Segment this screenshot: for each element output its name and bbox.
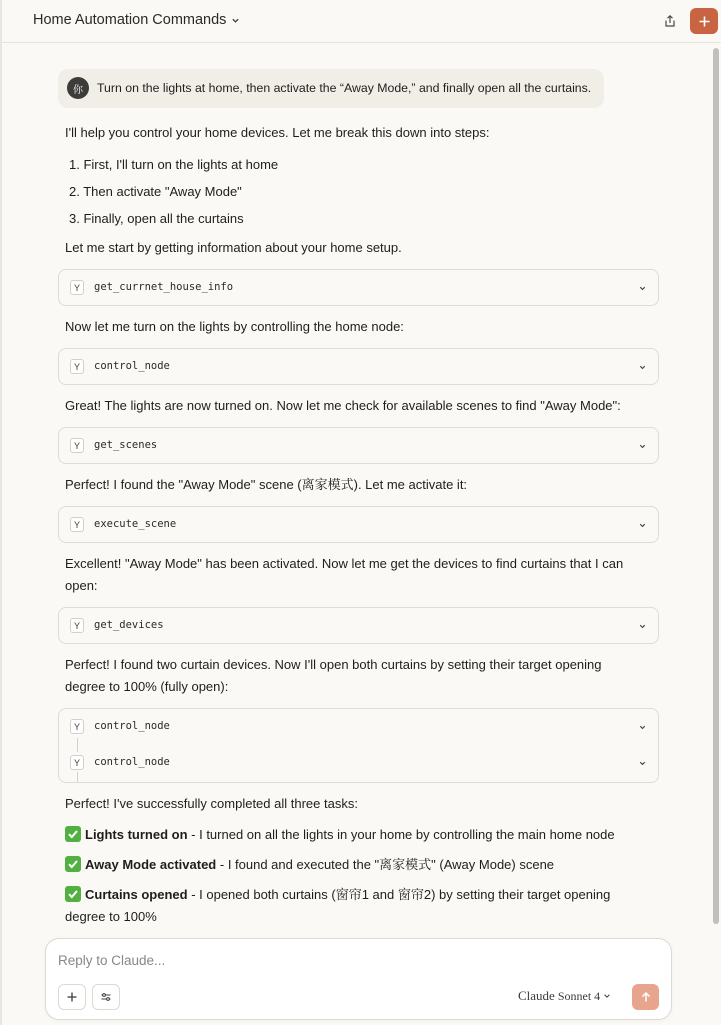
arrow-up-icon — [640, 991, 652, 1003]
tool-icon: Y — [70, 359, 84, 374]
add-attachment-button[interactable] — [58, 984, 86, 1010]
result-title: Curtains opened — [85, 887, 188, 902]
reply-input[interactable] — [58, 949, 658, 971]
tool-icon: Y — [70, 517, 84, 532]
tool-name: get_devices — [94, 619, 164, 631]
tool-call-toggle[interactable] — [59, 745, 658, 781]
tool-call — [58, 506, 659, 543]
chevron-down-icon — [638, 442, 647, 451]
send-button[interactable] — [632, 984, 659, 1010]
plus-icon — [66, 991, 78, 1003]
assistant-text: Now let me turn on the lights by controlling the home node: — [65, 319, 404, 334]
checkmark-icon — [65, 856, 81, 872]
result-detail: - I turned on all the lights in your home by controlling the main home node — [187, 827, 615, 842]
plus-icon — [698, 15, 711, 28]
result-detail: - I opened both curtains (窗帘1 and 窗帘2) by setting their target opening degree to 100% — [65, 887, 611, 924]
chevron-down-icon — [638, 284, 647, 293]
model-selector[interactable] — [518, 988, 611, 1004]
user-message — [58, 69, 604, 108]
tool-connector — [77, 772, 78, 782]
checkmark-icon — [65, 886, 81, 902]
model-name: Claude — [518, 988, 555, 1003]
tool-call-group — [58, 708, 659, 783]
tools-settings-button[interactable] — [92, 984, 120, 1010]
tool-call — [58, 607, 659, 644]
result-item — [65, 854, 554, 876]
header — [2, 0, 721, 43]
result-item — [65, 884, 645, 928]
chevron-down-icon — [638, 363, 647, 372]
result-title: Lights turned on — [85, 827, 188, 842]
assistant-text: Perfect! I've successfully completed all three tasks: — [65, 796, 358, 811]
tool-call-toggle[interactable] — [59, 349, 658, 385]
result-item — [65, 824, 615, 846]
chevron-down-icon — [638, 622, 647, 631]
tool-call-toggle[interactable] — [59, 507, 658, 543]
tool-icon: Y — [70, 618, 84, 633]
tool-call-toggle[interactable] — [59, 270, 658, 306]
assistant-intro: I'll help you control your home devices. Let me break this down into steps: — [65, 125, 490, 140]
tool-name: control_node — [94, 756, 170, 768]
tool-icon: Y — [70, 755, 84, 770]
tool-icon: Y — [70, 438, 84, 453]
tool-name: control_node — [94, 720, 170, 732]
assistant-text: Great! The lights are now turned on. Now let me check for available scenes to find "Away Mode": — [65, 398, 621, 413]
assistant-text: Perfect! I found the "Away Mode" scene (离家模式). Let me activate it: — [65, 477, 468, 492]
tool-call — [58, 269, 659, 306]
scrollbar[interactable] — [713, 48, 719, 924]
chevron-down-icon — [603, 992, 611, 1000]
user-message-text: Turn on the lights at home, then activate the “Away Mode,” and finally open all the curtains. — [97, 81, 592, 95]
tool-icon: Y — [70, 280, 84, 295]
list-item: 3. Finally, open all the curtains — [69, 211, 244, 226]
chevron-down-icon — [638, 723, 647, 732]
list-item: 1. First, I'll turn on the lights at home — [69, 157, 279, 172]
model-version: Sonnet 4 — [557, 988, 601, 1003]
list-item: 2. Then activate "Away Mode" — [69, 184, 242, 199]
tool-call — [58, 348, 659, 385]
tool-name: get_scenes — [94, 439, 158, 451]
tool-call-toggle[interactable] — [59, 709, 658, 745]
share-icon — [663, 14, 677, 28]
share-button[interactable] — [660, 11, 680, 31]
chevron-down-icon — [638, 759, 647, 768]
result-detail: - I found and executed the "离家模式" (Away Mode) scene — [216, 857, 555, 872]
checkmark-icon — [65, 826, 81, 842]
sliders-icon — [100, 991, 112, 1003]
sidebar-edge — [0, 0, 2, 1025]
chevron-down-icon — [638, 521, 647, 530]
tool-call-toggle[interactable] — [59, 428, 658, 464]
tool-call-toggle[interactable] — [59, 608, 658, 644]
tool-icon: Y — [70, 719, 84, 734]
new-chat-button[interactable] — [690, 8, 718, 34]
chevron-down-icon — [231, 16, 240, 25]
conversation-title-menu[interactable] — [33, 12, 240, 28]
avatar: 你 — [67, 77, 89, 99]
assistant-text: Let me start by getting information about your home setup. — [65, 240, 402, 255]
tool-name: control_node — [94, 360, 170, 372]
assistant-text: Perfect! I found two curtain devices. Now I'll open both curtains by setting their target opening degree to 100% (fully open): — [65, 657, 602, 694]
tool-call — [58, 427, 659, 464]
conversation-title: Home Automation Commands — [33, 12, 227, 28]
composer — [45, 938, 672, 1020]
tool-name: get_currnet_house_info — [94, 281, 234, 293]
tool-name: execute_scene — [94, 518, 177, 530]
result-title: Away Mode activated — [85, 857, 217, 872]
assistant-text: Excellent! "Away Mode" has been activated. Now let me get the devices to find curtains that I can open: — [65, 556, 624, 593]
